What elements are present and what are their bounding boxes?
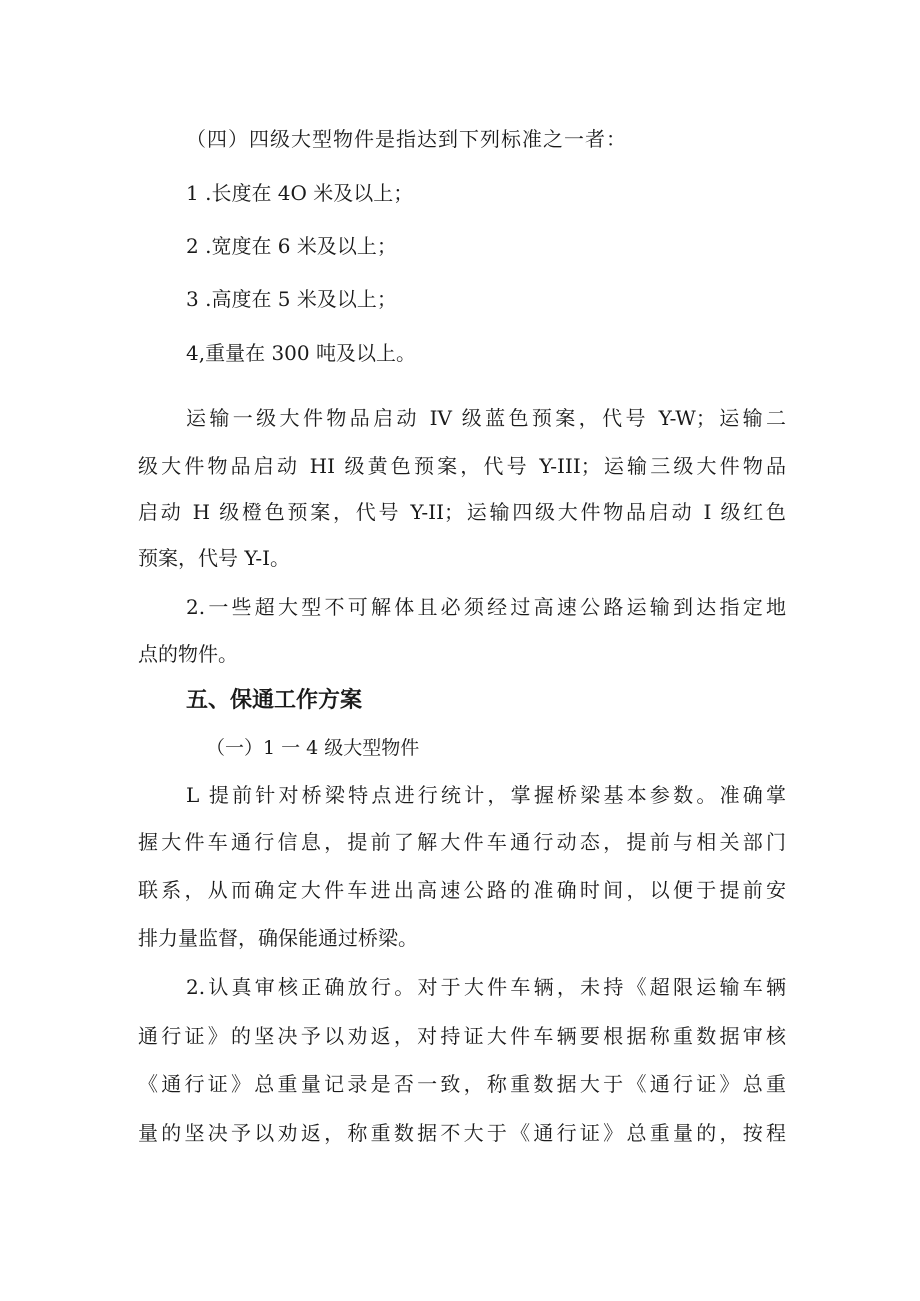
- plan-paragraph-line-2: 级大件物品启动 HI 级黄色预案，代号 Y-III；运输三级大件物品: [138, 454, 786, 478]
- criteria-item-2: 2 .宽度在 6 米及以上；: [186, 234, 397, 258]
- step2-paragraph-line-2: 通行证》的坚决予以劝返，对持证大件车辆要根据称重数据审核: [138, 1024, 786, 1048]
- step2-paragraph-line-3: 《通行证》总重量记录是否一致，称重数据大于《通行证》总重: [138, 1072, 786, 1096]
- section4-intro: （四）四级大型物件是指达到下列标准之一者：: [186, 127, 627, 151]
- step1-paragraph-line-2: 握大件车通行信息，提前了解大件车通行动态，提前与相关部门: [138, 830, 786, 854]
- plan-paragraph-line-1: 运输一级大件物品启动 IV 级蓝色预案，代号 Y-W；运输二: [186, 406, 786, 430]
- plan-paragraph-line-4: 预案，代号 Y-I。: [138, 546, 291, 570]
- subsection1-heading: （一）1 一 4 级大型物件: [206, 737, 420, 759]
- criteria-item-3: 3 .高度在 5 米及以上；: [186, 287, 397, 311]
- criteria-item-4: 4,重量在 300 吨及以上。: [186, 341, 416, 365]
- step1-paragraph-line-1: L 提前针对桥梁特点进行统计，掌握桥梁基本参数。准确掌: [186, 783, 786, 807]
- item2-paragraph-line-1: 2.一些超大型不可解体且必须经过高速公路运输到达指定地: [186, 595, 786, 619]
- criteria-item-1: 1 .长度在 4O 米及以上；: [186, 181, 414, 205]
- step2-paragraph-line-4: 量的坚决予以劝返，称重数据不大于《通行证》总重量的，按程: [138, 1121, 786, 1145]
- step1-paragraph-line-4: 排力量监督，确保能通过桥梁。: [138, 926, 418, 950]
- plan-paragraph-line-3: 启动 H 级橙色预案，代号 Y-II；运输四级大件物品启动 I 级红色: [138, 500, 786, 524]
- step1-paragraph-line-3: 联系，从而确定大件车进出高速公路的准确时间，以便于提前安: [138, 878, 786, 902]
- step2-paragraph-line-1: 2.认真审核正确放行。对于大件车辆，未持《超限运输车辆: [186, 975, 786, 999]
- section5-heading: 五、保通工作方案: [186, 688, 363, 713]
- item2-paragraph-line-2: 点的物件。: [138, 642, 238, 666]
